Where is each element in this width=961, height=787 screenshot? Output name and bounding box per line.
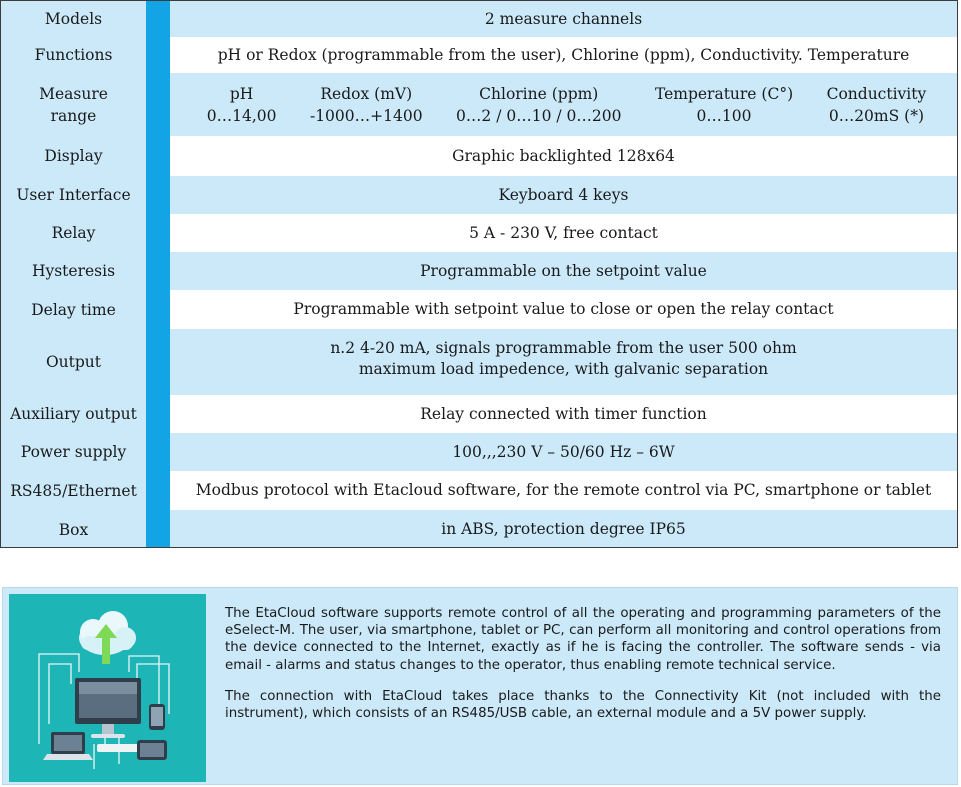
tablet-icon	[137, 740, 167, 760]
range-value: -1000…+1400	[309, 106, 423, 125]
range-conductivity	[827, 83, 927, 127]
keyboard-icon	[97, 744, 141, 752]
range-chlorine	[456, 83, 621, 127]
range-temperature	[655, 83, 793, 127]
range-ph	[207, 83, 277, 127]
spec-label: Functions	[1, 37, 146, 73]
range-value: 0…100	[696, 106, 752, 125]
spec-row-models	[1, 1, 957, 37]
etacloud-info-box	[2, 587, 958, 785]
spec-value: 100,,,230 V – 50/60 Hz – 6W	[170, 433, 957, 471]
spec-row-output	[1, 329, 957, 395]
spec-row-functions	[1, 37, 957, 73]
spec-row-auxiliary-output	[1, 395, 957, 433]
cloud-connectivity-illustration	[9, 594, 206, 782]
spec-label: Auxiliary output	[1, 395, 146, 433]
range-name: Redox (mV)	[320, 84, 413, 103]
spec-value	[170, 73, 957, 136]
range-value: 0…2 / 0…10 / 0…200	[456, 106, 622, 125]
spec-label: Delay time	[1, 290, 146, 329]
spec-row-power-supply	[1, 433, 957, 471]
spec-value: Programmable on the setpoint value	[170, 252, 957, 290]
spec-value: 2 measure channels	[170, 1, 957, 37]
spec-label-line: Measure	[39, 84, 108, 103]
spec-value: Programmable with setpoint value to close or open the relay contact	[170, 290, 957, 329]
spec-value: Modbus protocol with Etacloud software, for the remote control via PC, smartphone or tablet	[170, 471, 957, 510]
spec-label-line: range	[50, 106, 97, 125]
spec-value-line: maximum load impedence, with galvanic separation	[358, 360, 769, 378]
spec-label: Power supply	[1, 433, 146, 471]
etacloud-description	[225, 605, 941, 722]
spec-row-display	[1, 136, 957, 176]
spec-row-relay	[1, 214, 957, 252]
info-paragraph: The EtaCloud software supports remote control of all the operating and programming parameters of the eSelect-M. The user, via smartphone, tablet or PC, can perform all monitoring and control operations from the device connected to the Internet, exactly as if he is facing the controller. The software sends - via email - alarms and status changes to the operator, thus enabling remote technical service.	[225, 606, 941, 673]
spec-value-line: n.2 4-20 mA, signals programmable from the user 500 ohm	[330, 339, 797, 357]
range-name: pH	[229, 84, 254, 103]
info-paragraph: The connection with EtaCloud takes place thanks to the Connectivity Kit (not included with the instrument), which consists of an RS485/USB cable, an external module and a 5V power supply.	[225, 688, 941, 722]
range-value: 0…14,00	[206, 106, 277, 125]
spec-label: Models	[1, 1, 146, 37]
range-name: Conductivity	[826, 84, 927, 103]
spec-label: Display	[1, 136, 146, 176]
spec-row-measure-range	[1, 73, 957, 136]
range-redox	[310, 83, 423, 127]
spec-value: 5 A - 230 V, free contact	[170, 214, 957, 252]
laptop-icon	[43, 732, 93, 760]
spec-value: Relay connected with timer function	[170, 395, 957, 433]
spec-value: in ABS, protection degree IP65	[170, 510, 957, 548]
spec-row-user-interface	[1, 176, 957, 214]
spec-value: pH or Redox (programmable from the user), Chlorine (ppm), Conductivity. Temperature	[170, 37, 957, 73]
spec-value: Graphic backlighted 128x64	[170, 136, 957, 176]
range-value: 0…20mS (*)	[828, 106, 925, 125]
spec-label: Output	[1, 329, 146, 395]
range-name: Chlorine (ppm)	[479, 84, 599, 103]
spec-label: RS485/Ethernet	[1, 471, 146, 510]
spec-value: Keyboard 4 keys	[170, 176, 957, 214]
spec-row-hysteresis	[1, 252, 957, 290]
spec-label: Hysteresis	[1, 252, 146, 290]
spec-row-delay-time	[1, 290, 957, 329]
desktop-monitor-icon	[75, 678, 141, 738]
spec-label: User Interface	[1, 176, 146, 214]
spec-label: Box	[1, 510, 146, 548]
spec-value	[170, 329, 957, 395]
spec-label	[1, 73, 146, 136]
range-name: Temperature (C°)	[654, 84, 794, 103]
cloud-upload-icon	[79, 611, 136, 664]
spec-row-rs485-ethernet	[1, 471, 957, 510]
spec-row-box	[1, 510, 957, 548]
smartphone-icon	[149, 704, 165, 730]
measure-ranges	[170, 83, 957, 127]
spec-label: Relay	[1, 214, 146, 252]
